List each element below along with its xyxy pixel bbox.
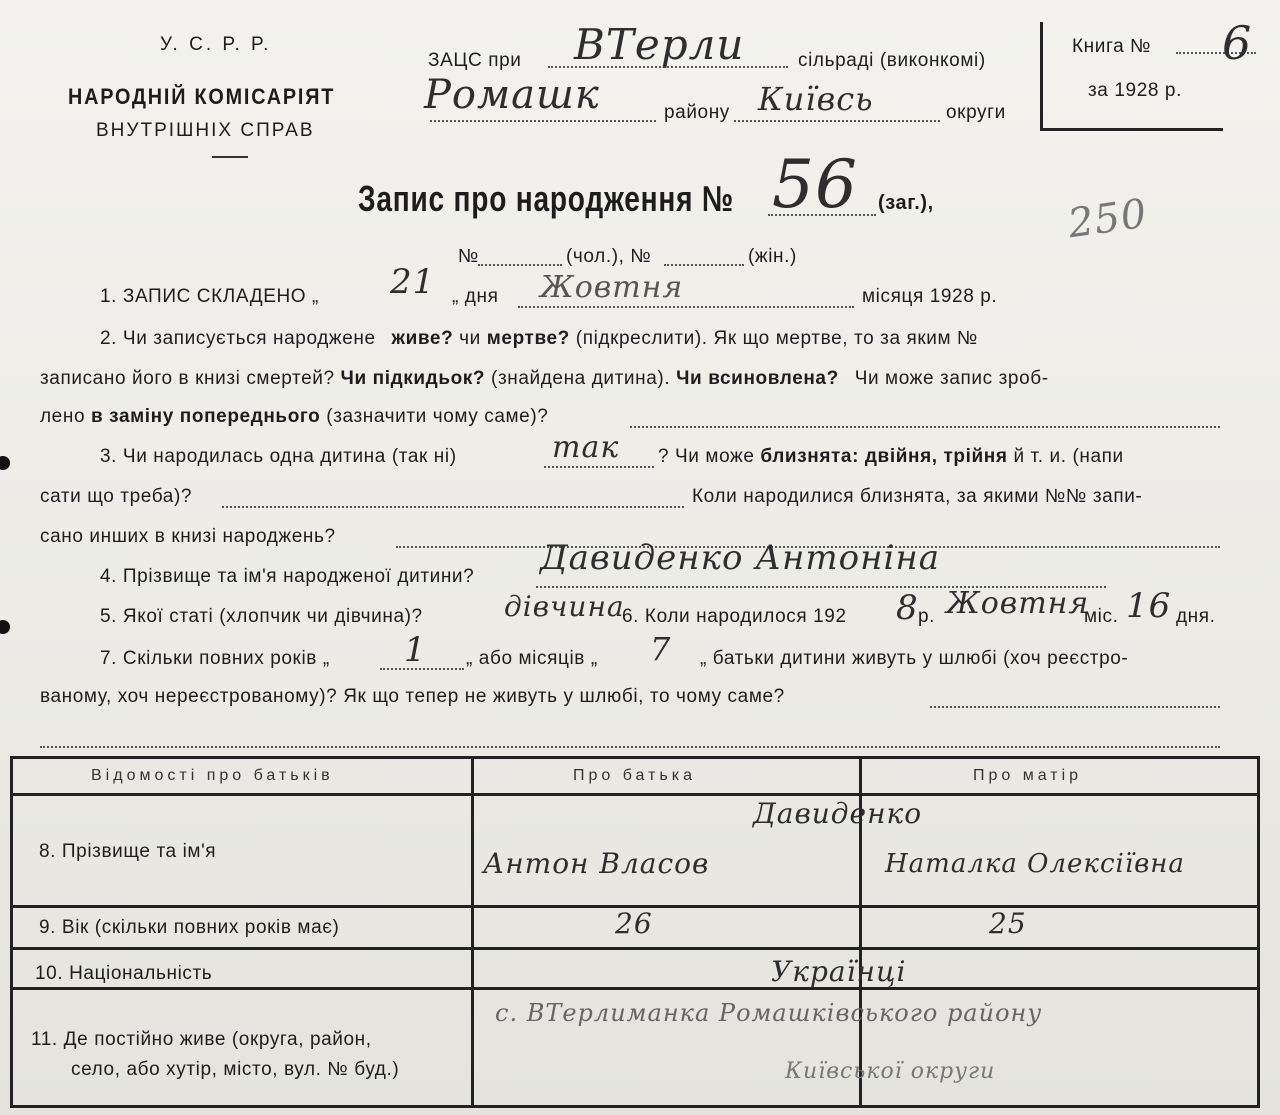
item-7-label: 7. Скільки повних років „ [100, 648, 330, 669]
row-11-address-handwritten-2: Київської округи [785, 1059, 996, 1084]
record-title-suffix: (заг.), [878, 192, 934, 214]
item-2-text-i: лено [40, 406, 86, 427]
item-3-text-f: Коли народилися близнята, за якими №№ запи- [692, 486, 1143, 507]
district-line [430, 116, 656, 122]
item-7-rest: „ батьки дитини живуть у шлюбі (хоч реєстро- [700, 648, 1129, 669]
row-9-label: 9. Вік (скільки повних років має) [39, 917, 340, 938]
item-7-months-handwritten: 7 [650, 630, 672, 668]
record-number-handwritten: 56 [772, 146, 858, 223]
zags-village-handwritten: ВТерли [574, 20, 745, 69]
zags-prefix: ЗАЦС при [428, 50, 522, 71]
item-6-day-handwritten: 16 [1126, 586, 1172, 626]
district-label: району [664, 102, 730, 123]
item-2-answer-line [630, 422, 1220, 428]
item-2-text-f: записано його в книзі смертей? [40, 368, 335, 389]
item-1-end: місяця 1928 р. [862, 286, 998, 307]
book-year: за 1928 р. [1088, 80, 1182, 101]
item-7-extra-line [40, 742, 1220, 748]
item-2-replacement: в заміну попереднього [91, 406, 321, 427]
item-6-mis: міс. [1084, 606, 1119, 627]
okruha-label: округи [946, 102, 1006, 123]
item-4-label: 4. Прізвище та ім'я народженої дитини? [100, 566, 475, 587]
item-6-label: 6. Коли народилося 192 [622, 606, 847, 627]
table-row-divider [13, 947, 1257, 950]
item-2-line-1 [100, 328, 978, 350]
district-handwritten: Ромашк [424, 72, 600, 118]
commissariat-line-2: ВНУТРІШНІХ СПРАВ [96, 120, 315, 141]
sub-number-line-1 [478, 260, 562, 266]
item-3-twins-line [222, 502, 684, 508]
item-1-day-handwritten: 21 [390, 262, 436, 302]
row-9-father-age: 26 [615, 907, 653, 940]
item-7-reason-line [930, 702, 1220, 708]
okruha-handwritten: Київсь [758, 80, 874, 118]
book-number-handwritten: 6 [1222, 16, 1253, 70]
header-divider [212, 156, 248, 158]
item-7-months-label: „ або місяців „ [466, 648, 598, 669]
sub-number-line-2 [664, 260, 744, 266]
sub-number-label: № [458, 246, 479, 267]
table-header-parents: Відомості про батьків [91, 767, 334, 784]
item-6-year-handwritten: 8 [896, 588, 919, 628]
punch-hole [0, 620, 10, 634]
row-9-mother-age: 25 [989, 907, 1027, 940]
book-label: Книга № [1072, 36, 1152, 57]
item-2-text-j: (зазначити чому саме)? [326, 406, 549, 427]
item-5-label: 5. Якої статі (хлопчик чи дівчина)? [100, 606, 423, 627]
item-7-years-handwritten: 1 [404, 630, 427, 670]
row-8-label: 8. Прізвище та ім'я [39, 841, 217, 862]
sub-zhin-label: (жін.) [748, 246, 797, 267]
republic-label: У. С. Р. Р. [160, 34, 272, 55]
row-11-label-1: 11. Де постійно живе (округа, район, [31, 1029, 372, 1050]
item-1-mid: „ дня [452, 286, 499, 307]
row-10-nationality-handwritten: Українці [771, 955, 907, 988]
row-10-label: 10. Національність [35, 963, 213, 984]
item-3-twins: близнята: двійня, трійня [760, 446, 1008, 467]
item-6-month-handwritten: Жовтня [946, 586, 1090, 621]
record-title: Запис про народження № [358, 178, 734, 219]
table-header-father: Про батька [573, 767, 696, 784]
row-8-mother-handwritten: Наталка Олексіївна [885, 849, 1185, 879]
item-7-line-2: ваному, хоч нереєстрованому)? Як що тепер не живуть у шлюбі, то чому саме? [40, 686, 785, 707]
item-3-answer-handwritten: так [552, 430, 620, 465]
item-6-dnia: дня. [1176, 606, 1216, 627]
row-11-address-handwritten: с. ВТерлиманка Ромашківського району [495, 999, 1043, 1027]
table-header-mother: Про матір [973, 767, 1083, 784]
item-2-dead: мертве? [486, 328, 570, 349]
sub-chol-label: (чол.), № [566, 246, 652, 267]
item-6-r: р. [918, 606, 936, 627]
item-3-text-g: сано инших в книзі народжень? [40, 526, 336, 547]
table-row-divider [13, 793, 1257, 796]
item-2-line-3 [40, 406, 548, 428]
row-11-label-2: село, або хутір, місто, вул. № буд.) [71, 1059, 400, 1080]
punch-hole [0, 456, 10, 470]
row-8-father-handwritten: Антон Власов [483, 847, 710, 880]
commissariat-line-1: НАРОДНІЙ КОМІСАРІЯТ [68, 84, 336, 109]
row-8-surname-handwritten: Давиденко [753, 797, 923, 830]
item-2-text-g: (знайдена дитина). [491, 368, 671, 389]
item-3-text-b: ? Чи може [658, 446, 755, 467]
item-3-line-1-rest [658, 446, 1124, 468]
item-3-text-e: сати що треба)? [40, 486, 193, 507]
item-2-alive: живе? [391, 328, 454, 349]
item-1-month-handwritten: Жовтня [540, 270, 684, 305]
item-2-line-2 [40, 368, 1049, 390]
table-row-divider [13, 987, 1257, 990]
parents-table [10, 756, 1260, 1108]
margin-note-handwritten: 250 [1065, 190, 1151, 248]
item-2-text-h: Чи може запис зроб- [854, 368, 1049, 389]
item-5-sex-handwritten: дівчина [504, 590, 625, 623]
table-col-divider-1 [471, 759, 474, 1105]
item-3-text-a: 3. Чи народилась одна дитина (так ні) [100, 446, 457, 467]
item-2-adopted: Чи всиновлена? [676, 368, 839, 389]
item-3-text-d: й т. и. (напи [1013, 446, 1124, 467]
zags-suffix: сільраді (виконкомі) [798, 50, 986, 71]
child-name-handwritten: Давиденко Антоніна [540, 538, 941, 578]
item-1-label: 1. ЗАПИС СКЛАДЕНО „ [100, 286, 319, 307]
record-number-line [768, 210, 876, 216]
item-2-text-e: (підкреслити). Як що мертве, то за яким № [575, 328, 979, 349]
item-2-foundling: Чи підкидьок? [340, 368, 486, 389]
item-2-text-a: 2. Чи записується народжене [100, 328, 376, 349]
item-2-or: чи [459, 328, 481, 349]
